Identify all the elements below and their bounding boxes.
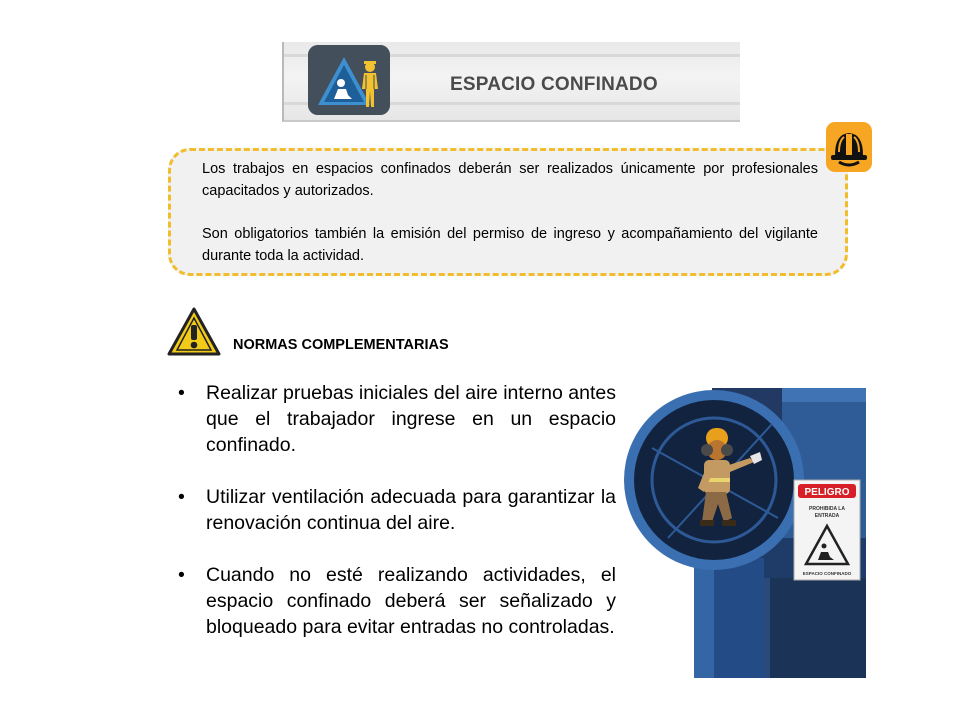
- bullet-icon: •: [178, 486, 185, 508]
- sign-line2: ENTRADA: [814, 513, 840, 519]
- list-item-text: Realizar pruebas iniciales del aire interno antes que el trabajador ingrese en un espacio confinado.: [206, 382, 616, 456]
- sign-footer: ESPACIO CONFINADO: [802, 571, 852, 576]
- info-paragraph-1: Los trabajos en espacios confinados deberán ser realizados únicamente por profesionales capacitados y autorizados.: [202, 161, 818, 199]
- list-item: [178, 484, 616, 536]
- warning-triangle-icon: [166, 306, 222, 358]
- list-item: [178, 562, 616, 640]
- page-title: ESPACIO CONFINADO: [450, 74, 658, 95]
- header-banner: [282, 42, 740, 122]
- confined-space-illustration: [622, 388, 866, 678]
- list-item-text: Cuando no esté realizando actividades, el espacio confinado deberá ser señalizado y bloqueado para evitar entradas no controladas.: [206, 564, 616, 638]
- pipe-worker-illustration: [622, 388, 866, 678]
- info-paragraph-2: Son obligatorios también la emisión del permiso de ingreso y acompañamiento del vigilante durante toda la actividad.: [202, 226, 818, 264]
- list-item-text: Utilizar ventilación adecuada para garantizar la renovación continua del aire.: [206, 486, 616, 534]
- hard-hat-icon: [826, 122, 872, 172]
- sign-line1: PROHIBIDA LA: [809, 506, 845, 512]
- bullet-icon: •: [178, 382, 185, 404]
- sign-header: PELIGRO: [804, 487, 850, 498]
- list-item: [178, 380, 616, 458]
- confined-space-worker-icon: [308, 45, 390, 115]
- norms-list: [178, 380, 616, 666]
- norms-title: NORMAS COMPLEMENTARIAS: [233, 337, 449, 353]
- bullet-icon: •: [178, 564, 185, 586]
